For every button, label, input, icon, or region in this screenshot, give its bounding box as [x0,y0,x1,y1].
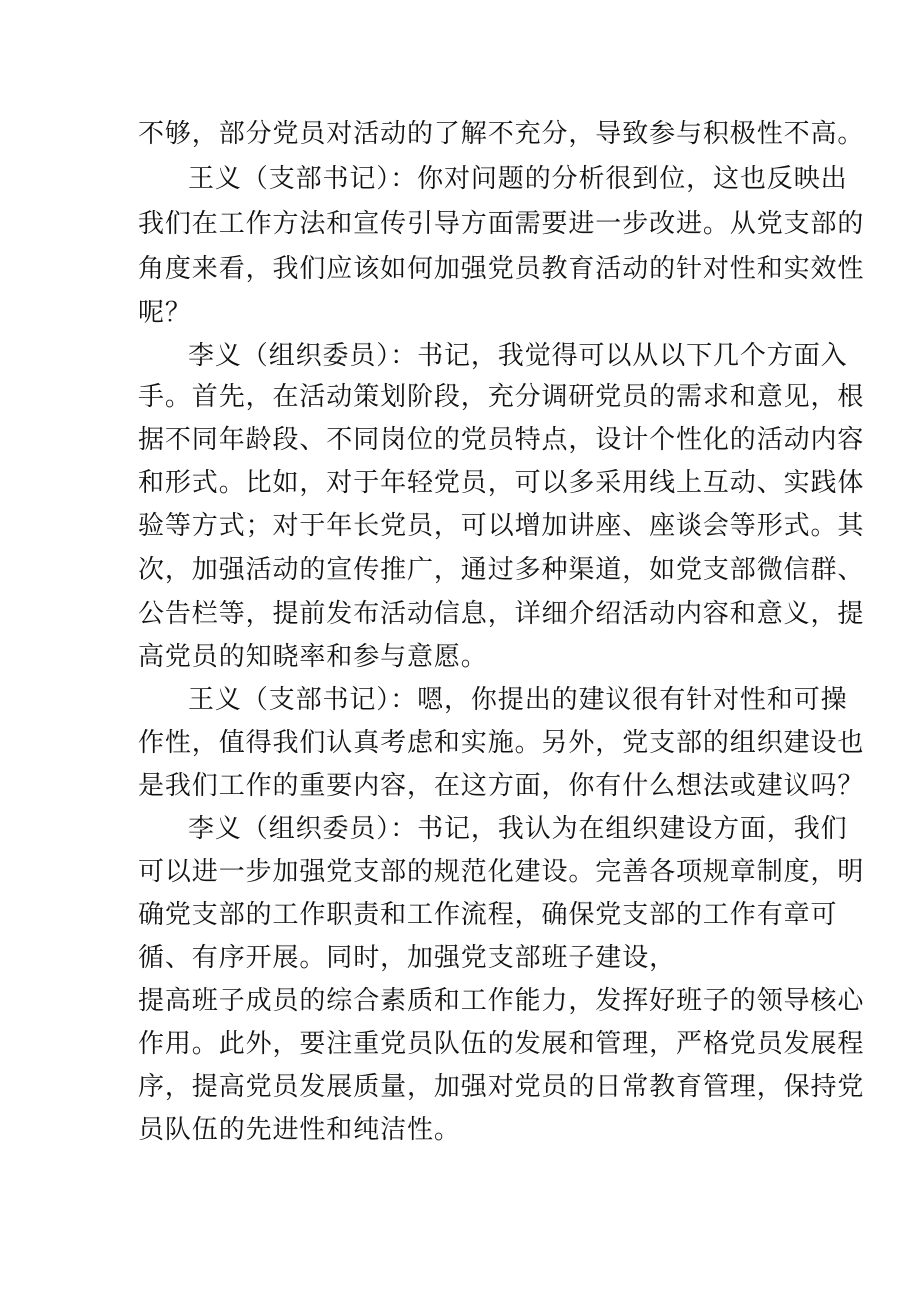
text-line: 手。首先，在活动策划阶段，充分调研党员的需求和意见，根 [138,382,865,412]
text-line: 和形式。比如，对于年轻党员，可以多采用线上互动、实践体 [138,468,865,498]
text-line: 李义（组织委员）：书记，我认为在组织建设方面，我们 [188,814,848,844]
text-line: 不够，部分党员对活动的了解不充分，导致参与积极性不高。 [138,119,865,149]
text-line: 循、有序开展。同时，加强党支部班子建设， [138,943,677,973]
text-line: 员队伍的先进性和纯洁性。 [138,1115,461,1145]
text-line: 王义（支部书记）：你对问题的分析很到位，这也反映出 [188,164,848,194]
text-line: 次，加强活动的宣传推广，通过多种渠道，如党支部微信群、 [138,555,865,585]
text-line: 确党支部的工作职责和工作流程，确保党支部的工作有章可 [138,900,838,930]
text-line: 可以进一步加强党支部的规范化建设。完善各项规章制度，明 [138,857,865,887]
text-line: 角度来看，我们应该如何加强党员教育活动的针对性和实效性 [138,254,865,284]
text-line: 是我们工作的重要内容，在这方面，你有什么想法或建议吗？ [138,771,865,801]
text-line: 公告栏等，提前发布活动信息，详细介绍活动内容和意义，提 [138,599,865,629]
text-line: 据不同年龄段、不同岗位的党员特点，设计个性化的活动内容 [138,425,865,455]
text-line: 验等方式；对于年长党员，可以增加讲座、座谈会等形式。其 [138,511,865,541]
text-line: 序，提高党员发展质量，加强对党员的日常教育管理，保持党 [138,1072,865,1102]
text-line: 作性，值得我们认真考虑和实施。另外，党支部的组织建设也 [138,728,865,758]
text-line: 呢？ [138,298,192,328]
text-line: 作用。此外，要注重党员队伍的发展和管理，严格党员发展程 [138,1029,865,1059]
text-line: 高党员的知晓率和参与意愿。 [138,642,488,672]
text-line: 王义（支部书记）：嗯，你提出的建议很有针对性和可操 [188,685,848,715]
text-line: 我们在工作方法和宣传引导方面需要进一步改进。从党支部的 [138,209,865,239]
text-line: 李义（组织委员）：书记，我觉得可以从以下几个方面入 [188,341,848,371]
text-line: 提高班子成员的综合素质和工作能力，发挥好班子的领导核心 [138,986,865,1016]
